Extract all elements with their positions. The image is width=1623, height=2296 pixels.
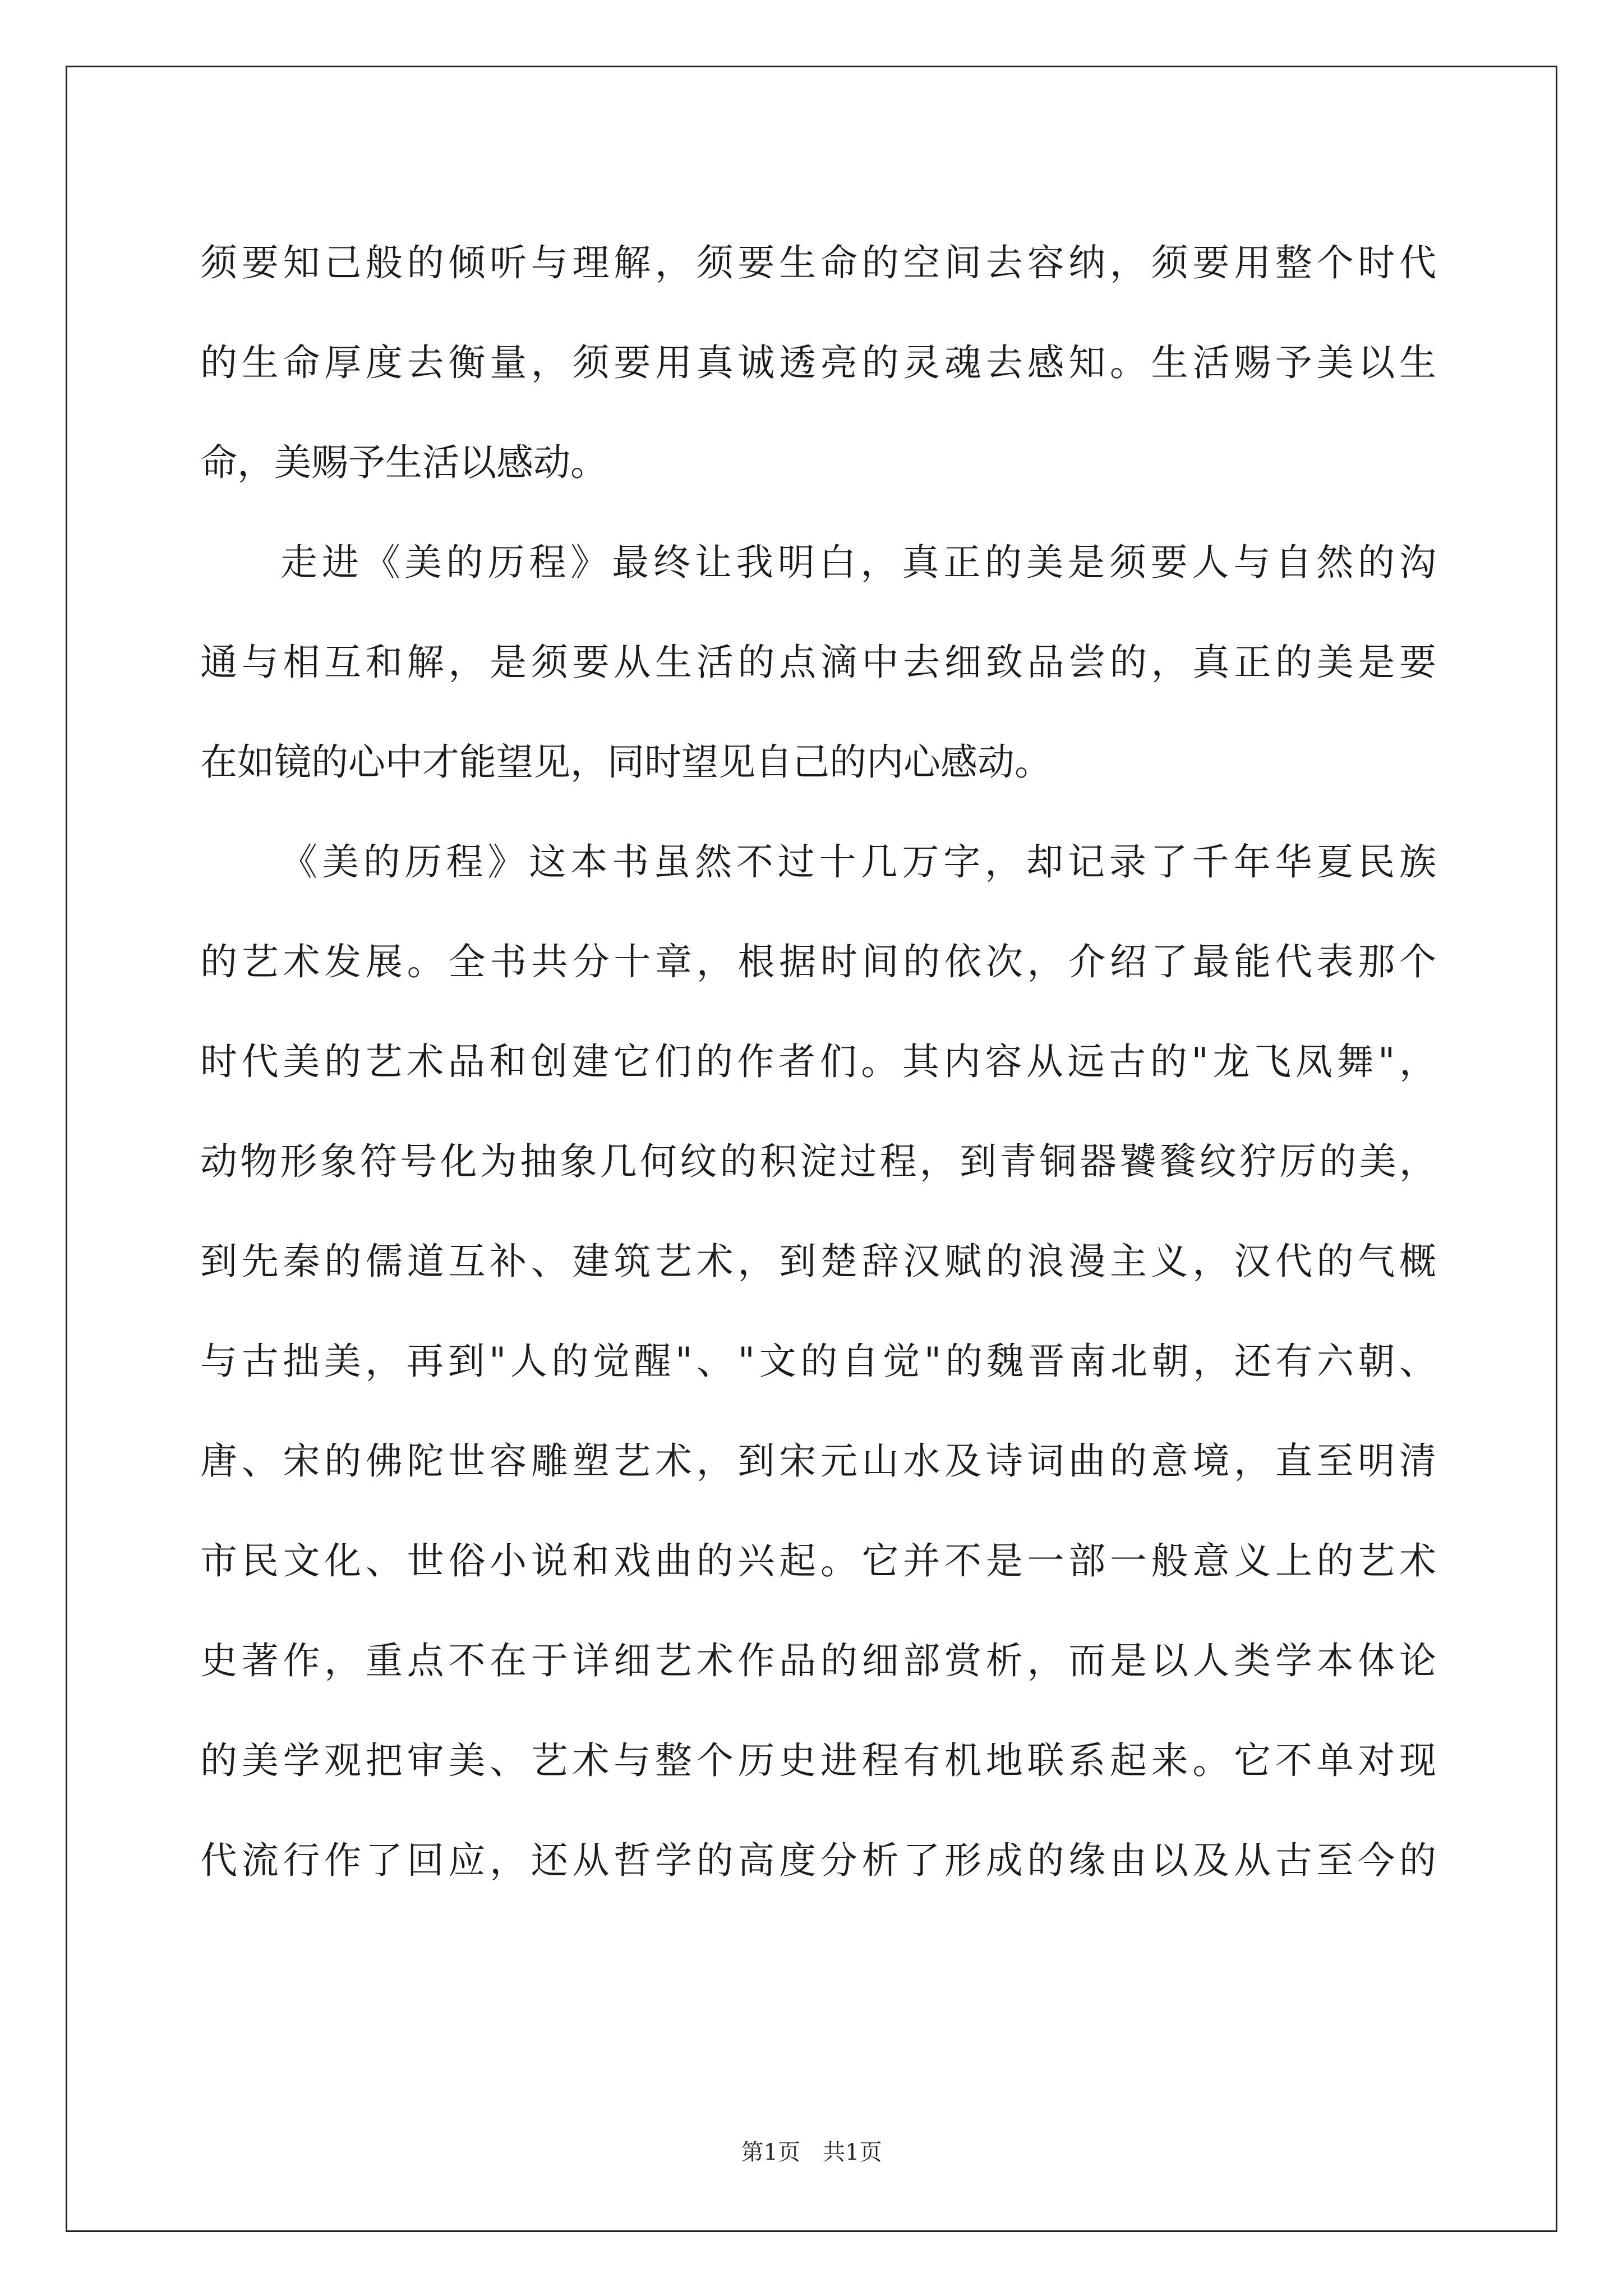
text-line: 唐、宋的佛陀世容雕塑艺术，到宋元山水及诗词曲的意境，直至明清 [200, 1439, 1436, 1483]
text-line: 市民文化、世俗小说和戏曲的兴起。它并不是一部一般意义上的艺术 [200, 1539, 1436, 1582]
text-line: 动物形象符号化为抽象几何纹的积淀过程，到青铜器饕餮纹狞厉的美， [200, 1140, 1436, 1183]
text-line: 史著作，重点不在于详细艺术作品的细部赏析，而是以人类学本体论 [200, 1639, 1436, 1682]
text-line: 时代美的艺术品和创建它们的作者们。其内容从远古的"龙飞凤舞"， [200, 1040, 1436, 1083]
text-line: 须要知己般的倾听与理解，须要生命的空间去容纳，须要用整个时代 [200, 241, 1436, 284]
paragraph-3 [200, 812, 1436, 1911]
text-line: 命，美赐予生活以感动。 [200, 441, 607, 484]
text-line: 走进《美的历程》最终让我明白，真正的美是须要人与自然的沟 [280, 541, 1436, 584]
text-line: 到先秦的儒道互补、建筑艺术，到楚辞汉赋的浪漫主义，汉代的气概 [200, 1240, 1436, 1283]
text-line: 的艺术发展。全书共分十章，根据时间的依次，介绍了最能代表那个 [200, 940, 1436, 983]
text-line: 在如镜的心中才能望见，同时望见自己的内心感动。 [200, 740, 1052, 784]
text-line: 与古拙美，再到"人的觉醒"、"文的自觉"的魏晋南北朝，还有六朝、 [200, 1340, 1436, 1383]
paragraph-1 [200, 213, 1436, 513]
text-line: 《美的历程》这本书虽然不过十几万字，却记录了千年华夏民族 [280, 840, 1436, 884]
page-number-footer: 第1页 共1页 [741, 2139, 882, 2165]
text-line: 代流行作了回应，还从哲学的高度分析了形成的缘由以及从古至今的 [200, 1839, 1436, 1882]
document-body [200, 213, 1436, 1911]
text-line: 的生命厚度去衡量，须要用真诚透亮的灵魂去感知。生活赐予美以生 [200, 341, 1436, 384]
paragraph-2 [200, 513, 1436, 812]
text-line: 通与相互和解，是须要从生活的点滴中去细致品尝的，真正的美是要 [200, 641, 1436, 684]
text-line: 的美学观把审美、艺术与整个历史进程有机地联系起来。它不单对现 [200, 1739, 1436, 1782]
